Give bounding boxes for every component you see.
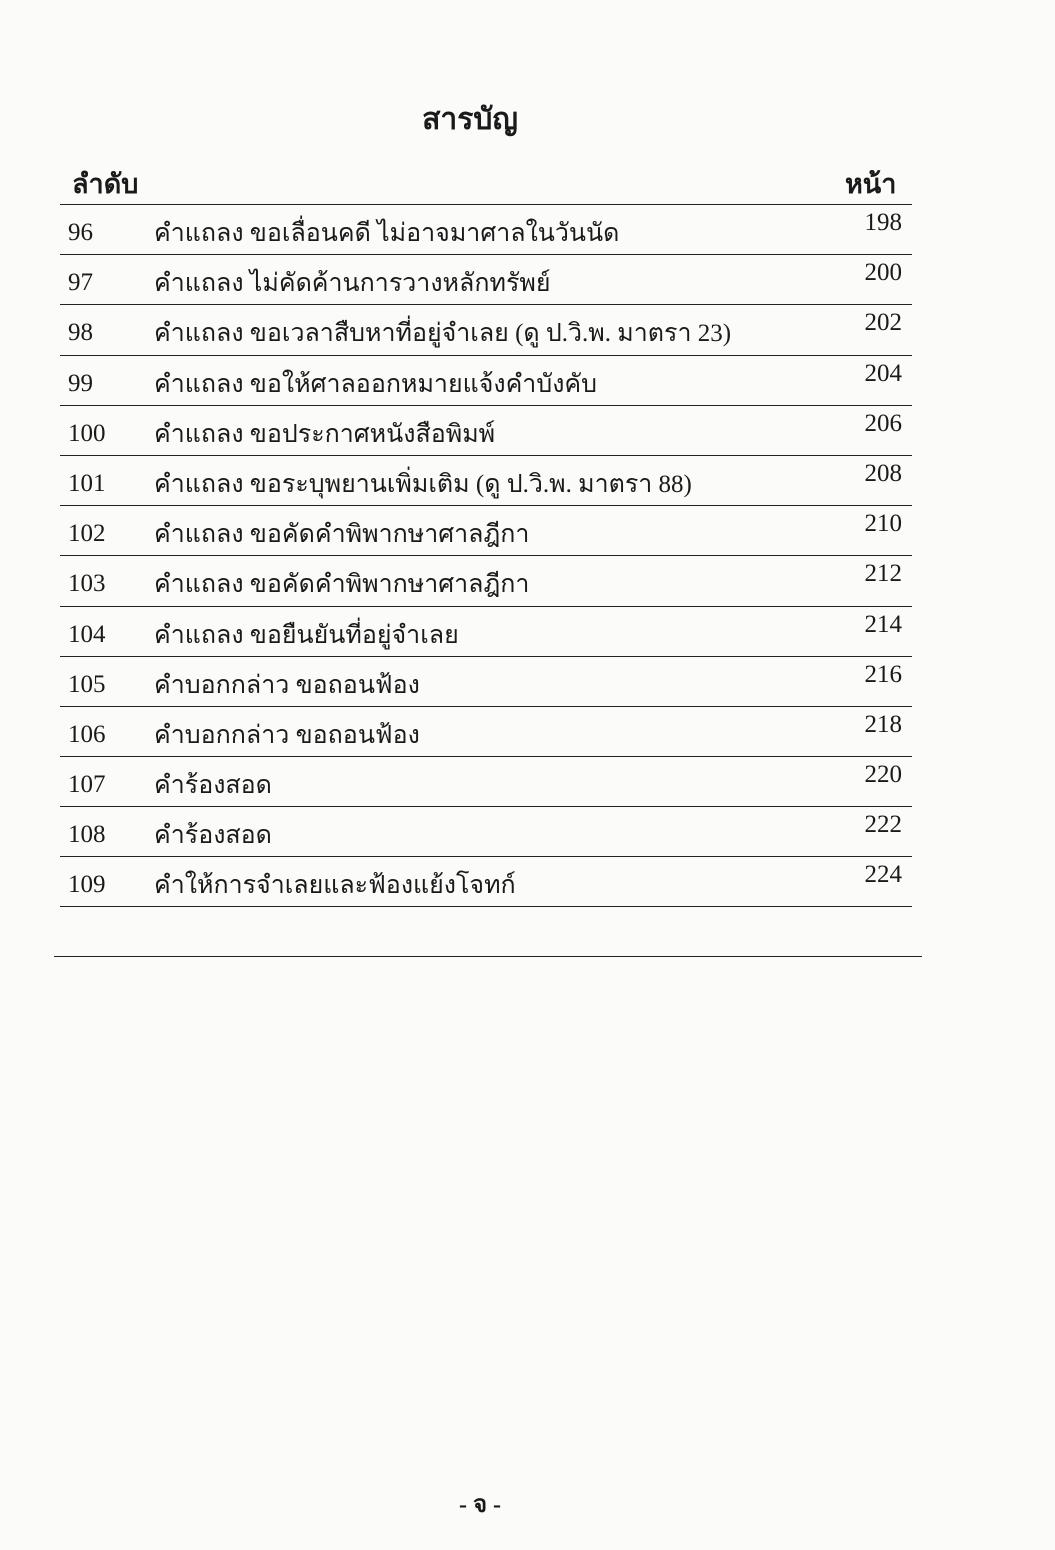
entry-number: 106 xyxy=(68,720,106,748)
entry-page: 212 xyxy=(864,560,902,588)
toc-row xyxy=(60,656,912,706)
toc-row xyxy=(60,756,912,806)
entry-page: 220 xyxy=(864,761,902,789)
column-header-page: หน้า xyxy=(845,169,897,199)
toc-row xyxy=(60,856,912,906)
page-number: - จ - xyxy=(458,1492,502,1518)
entry-page: 204 xyxy=(864,359,902,387)
entry-number: 108 xyxy=(68,821,106,849)
entry-page: 208 xyxy=(864,459,902,487)
entry-title: คำแถลง ไม่คัดค้านการวางหลักทรัพย์ xyxy=(154,270,551,298)
page-title: สารบัญ xyxy=(422,103,518,136)
toc-row xyxy=(60,405,912,455)
entry-page: 202 xyxy=(864,309,902,337)
entry-number: 104 xyxy=(68,620,106,648)
toc-row xyxy=(60,706,912,756)
entry-page: 206 xyxy=(864,409,902,437)
entry-title: คำร้องสอด xyxy=(154,822,272,850)
entry-title: คำแถลง ขอยืนยันที่อยู่จำเลย xyxy=(154,621,459,649)
entry-number: 96 xyxy=(68,219,93,246)
toc-row xyxy=(60,204,912,254)
toc-row xyxy=(60,505,912,555)
entry-title: คำบอกกล่าว ขอถอนฟ้อง xyxy=(154,671,420,699)
entry-number: 101 xyxy=(68,469,106,497)
entry-title: คำแถลง ขอระบุพยานเพิ่มเติม (ดู ป.วิ.พ. มาตรา 88) xyxy=(154,470,692,498)
toc-row xyxy=(60,455,912,505)
toc-row xyxy=(60,606,912,656)
table-of-contents xyxy=(60,204,912,907)
entry-number: 100 xyxy=(68,419,106,447)
entry-number: 105 xyxy=(68,670,106,698)
entry-title: คำให้การจำเลยและฟ้องแย้งโจทก์ xyxy=(154,872,516,900)
entry-title: คำแถลง ขอให้ศาลออกหมายแจ้งคำบังคับ xyxy=(154,370,598,398)
entry-title: คำบอกกล่าว ขอถอนฟ้อง xyxy=(154,721,420,749)
entry-page: 210 xyxy=(864,510,902,538)
entry-title: คำแถลง ขอประกาศหนังสือพิมพ์ xyxy=(154,420,496,448)
entry-page: 218 xyxy=(864,710,902,738)
entry-page: 222 xyxy=(864,811,902,839)
entry-title: คำแถลง ขอเลื่อนคดี ไม่อาจมาศาลในวันนัด xyxy=(154,220,620,247)
entry-page: 224 xyxy=(864,861,902,889)
entry-title: คำแถลง ขอคัดคำพิพากษาศาลฎีกา xyxy=(154,521,530,549)
entry-title: คำร้องสอด xyxy=(154,772,272,800)
entry-number: 102 xyxy=(68,520,106,548)
entry-number: 98 xyxy=(68,319,93,347)
entry-number: 99 xyxy=(68,369,93,397)
toc-row xyxy=(60,304,912,354)
entry-number: 109 xyxy=(68,871,106,899)
toc-row xyxy=(60,555,912,605)
entry-page: 216 xyxy=(864,660,902,688)
toc-row xyxy=(60,806,912,856)
entry-number: 97 xyxy=(68,269,93,297)
column-header-number: ลำดับ xyxy=(72,169,139,199)
toc-row xyxy=(60,254,912,304)
entry-number: 107 xyxy=(68,771,106,799)
entry-page: 198 xyxy=(864,209,902,236)
entry-number: 103 xyxy=(68,570,106,598)
entry-title: คำแถลง ขอคัดคำพิพากษาศาลฎีกา xyxy=(154,571,530,599)
entry-page: 214 xyxy=(864,610,902,638)
entry-title: คำแถลง ขอเวลาสืบหาที่อยู่จำเลย (ดู ป.วิ.พ. มาตรา 23) xyxy=(154,320,732,348)
entry-page: 200 xyxy=(864,259,902,287)
divider xyxy=(54,956,922,957)
toc-row xyxy=(60,355,912,405)
